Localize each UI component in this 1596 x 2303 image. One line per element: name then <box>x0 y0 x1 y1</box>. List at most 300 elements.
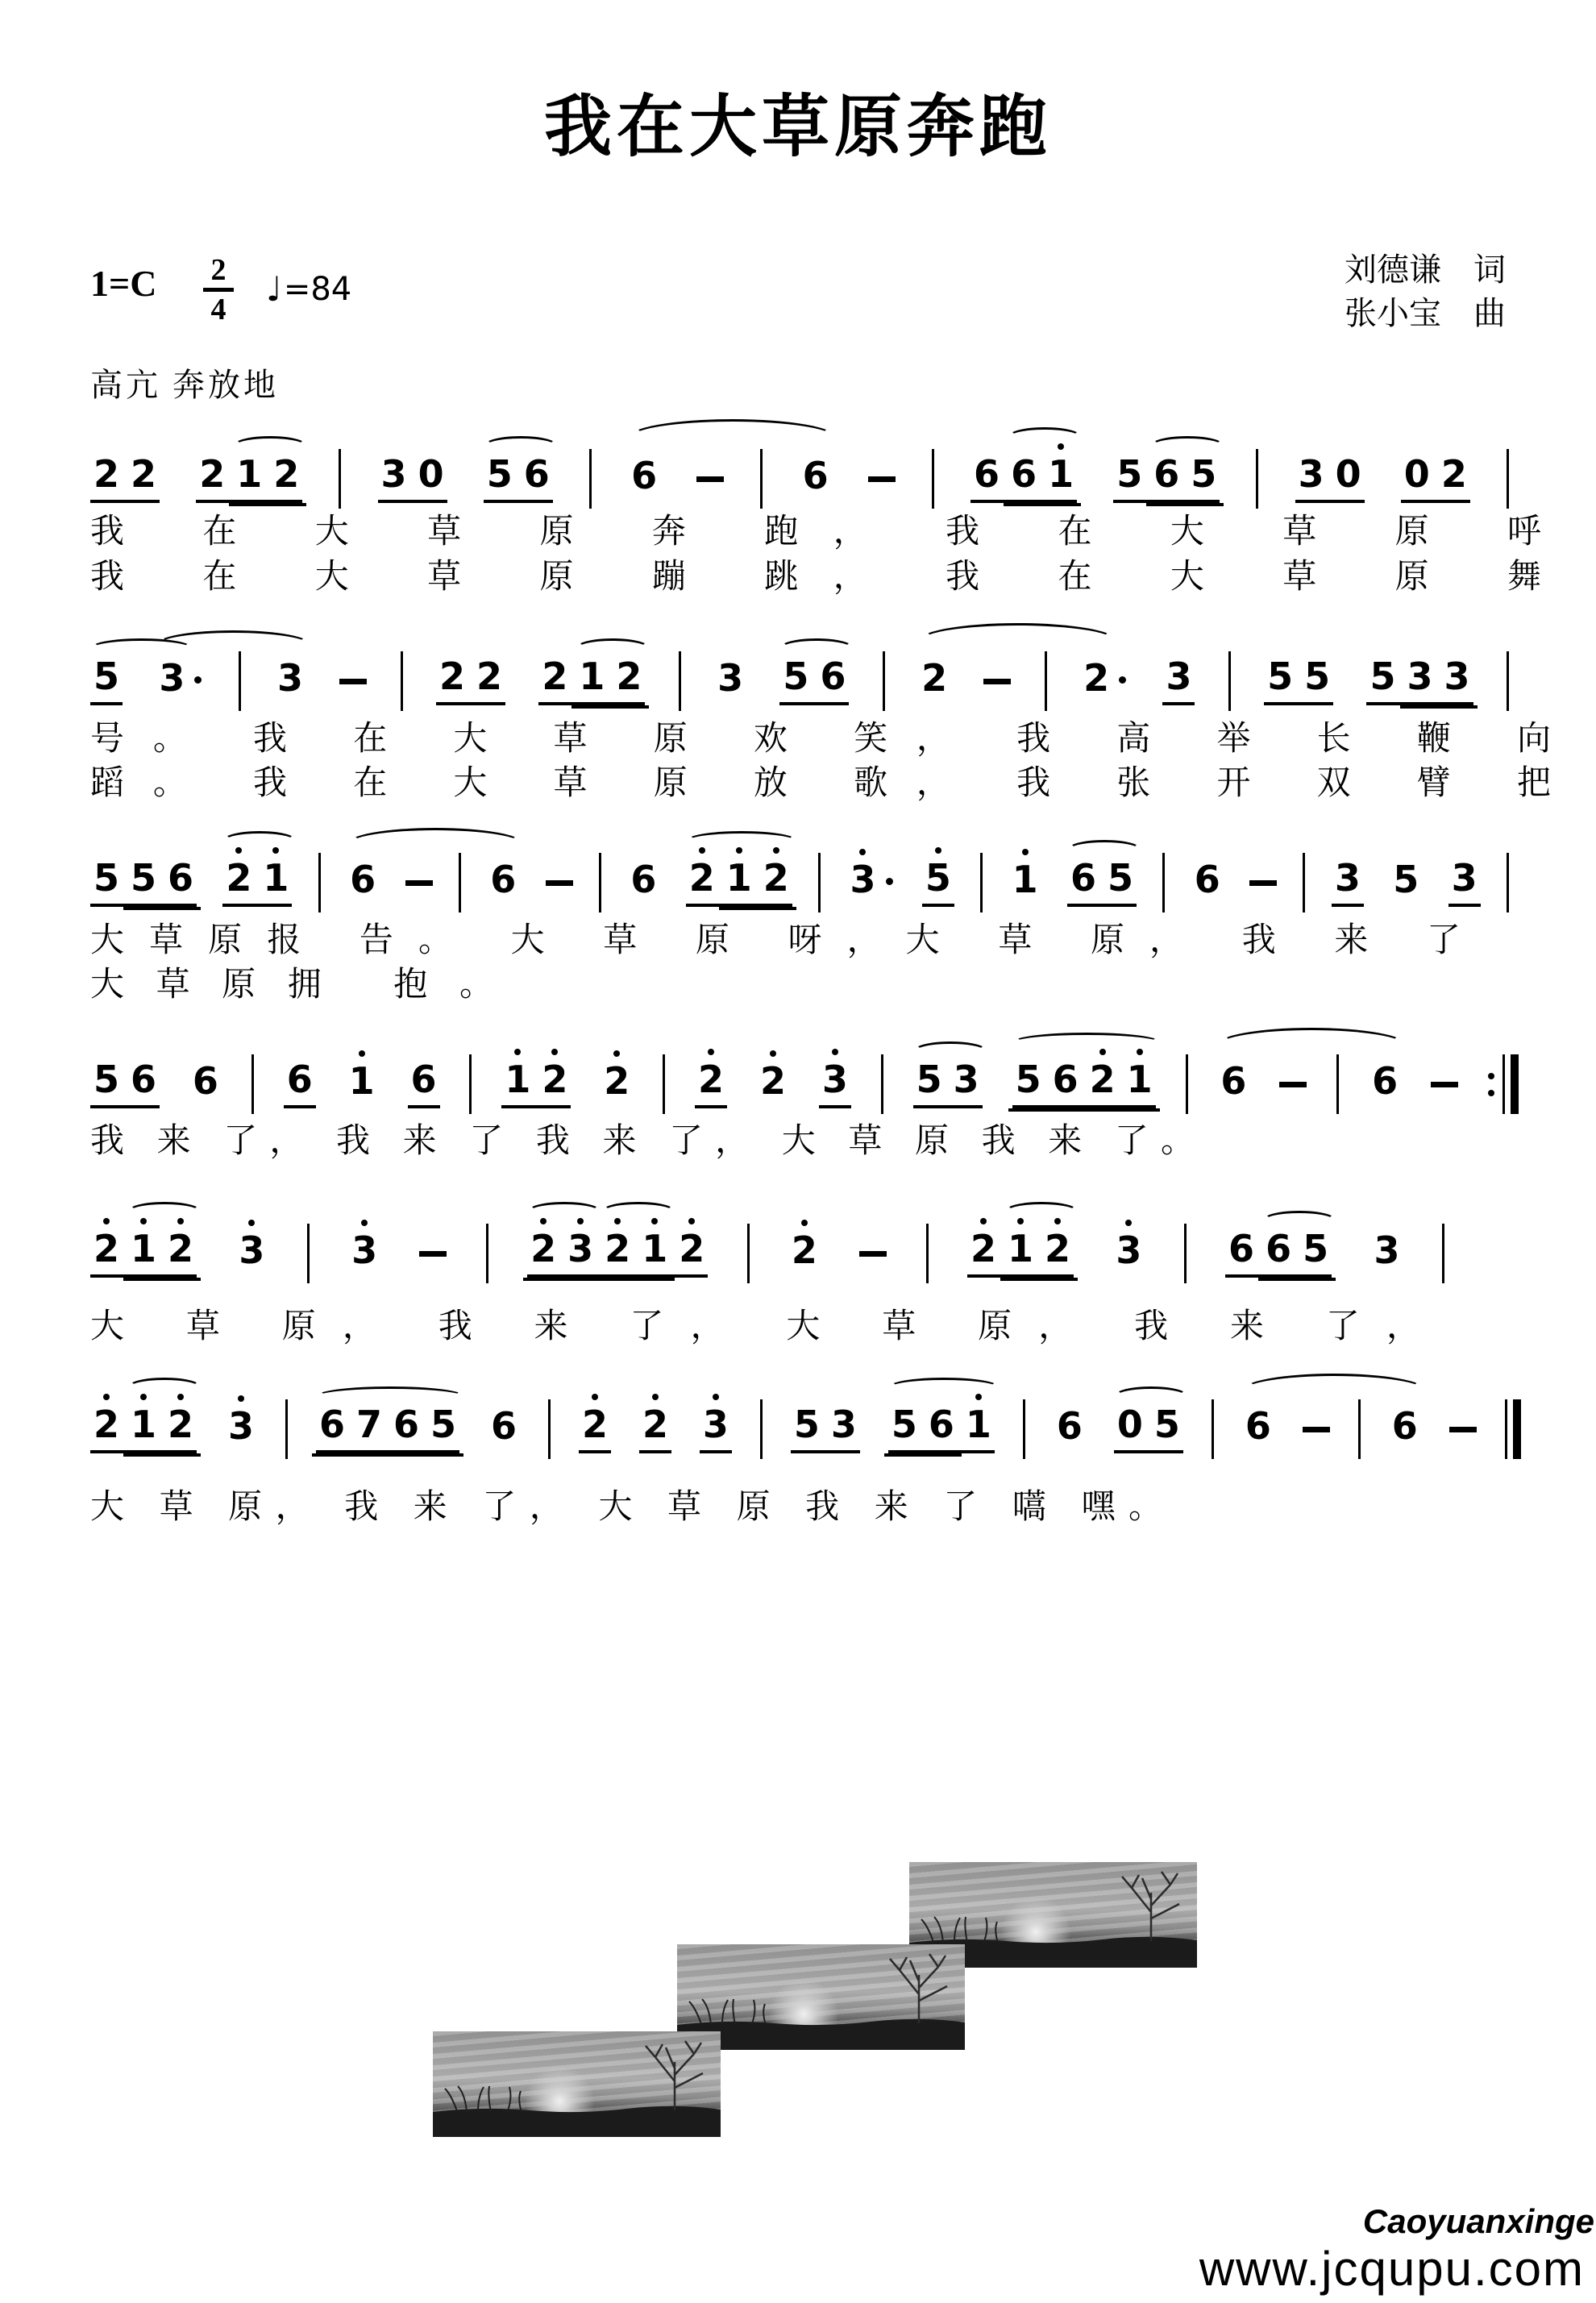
slur-arc <box>1012 1033 1161 1052</box>
lyrics-row-3: 号。 我 在 大 草 原 欢 笑， 我 高 举 长 鞭 向 <box>90 721 1551 758</box>
lyrics-row-2: 我 在 大 草 原 蹦 跳， 我 在 大 草 原 舞 <box>90 559 1541 596</box>
barline <box>881 1054 883 1114</box>
note: 2 <box>94 451 120 496</box>
note: 6 <box>1052 1057 1079 1101</box>
barline <box>307 1224 310 1283</box>
note: 6 <box>1372 1058 1399 1103</box>
barline <box>883 651 885 711</box>
duration-dash <box>868 476 896 482</box>
note: 2 <box>791 1228 817 1272</box>
note: 5 <box>925 855 951 900</box>
note-group <box>1264 654 1333 705</box>
note: 5 <box>1153 1402 1180 1446</box>
song-title: 我在大草原奔跑 <box>543 90 1052 165</box>
time-signature <box>203 255 234 325</box>
tie-arc <box>628 419 837 456</box>
note-group <box>686 855 792 907</box>
slur-arc <box>1004 1202 1079 1221</box>
note-group <box>1448 855 1481 907</box>
barline <box>251 1054 254 1114</box>
slur-arc <box>127 1378 202 1397</box>
composer-credit: 张小宝 曲 <box>1345 295 1506 331</box>
note-group <box>348 1228 380 1276</box>
slur-arc <box>1114 1386 1188 1406</box>
slur-arc <box>127 1202 202 1221</box>
note-group <box>346 1058 378 1107</box>
note-group <box>601 1058 633 1107</box>
note: 3 <box>821 1057 848 1101</box>
note: 6 <box>350 857 376 901</box>
note: 6 <box>491 1403 517 1448</box>
barline <box>1228 651 1231 711</box>
music-system-1 <box>90 440 1509 518</box>
tie-arc <box>918 623 1117 659</box>
note: 6 <box>1391 1403 1418 1448</box>
note: 3 <box>1166 654 1192 698</box>
note-group <box>225 1403 257 1452</box>
barline <box>1507 651 1509 711</box>
barline <box>1184 1224 1187 1283</box>
note-group <box>1225 1226 1332 1278</box>
note: 5 <box>94 1057 120 1101</box>
slur-arc <box>1150 436 1224 455</box>
note: 3 <box>239 1228 265 1272</box>
note: 1 <box>965 1402 991 1446</box>
tempo-value: =84 <box>283 270 352 308</box>
note: 1 <box>131 1402 157 1446</box>
barline <box>1358 1399 1361 1459</box>
barline <box>1162 853 1165 912</box>
lyrics-row-4: 蹈。 我 在 大 草 原 放 歌， 我 张 开 双 臂 把 <box>90 765 1551 802</box>
note-group <box>779 654 849 705</box>
note: 0 <box>1335 451 1361 496</box>
note: 1 <box>131 1226 157 1270</box>
note: 7 <box>355 1402 382 1446</box>
note: 1 <box>263 855 289 900</box>
barline <box>1212 1399 1214 1459</box>
lyrics-row-5: 大草原报 告。 大 草 原 呀，大 草 原， 我 来 了 <box>90 922 1461 959</box>
duration-dash <box>696 476 724 482</box>
note: 5 <box>1304 654 1331 698</box>
note: 1 <box>642 1226 668 1270</box>
note-group <box>695 1057 727 1108</box>
note-group <box>1332 855 1364 907</box>
note: 2 <box>605 1226 631 1270</box>
barline <box>1303 853 1305 912</box>
watermark-site: www.jcqupu.com <box>1199 2242 1585 2296</box>
note-group <box>922 855 954 907</box>
note-group <box>1080 655 1129 704</box>
note-group <box>1009 857 1041 905</box>
augmentation-dot <box>1119 676 1126 684</box>
note-group <box>1370 1228 1403 1276</box>
lyrics-row-8: 大 草 原， 我 来 了， 大 草 原， 我 来 了， <box>90 1308 1420 1345</box>
note: 3 <box>1298 451 1324 496</box>
note: 5 <box>1267 654 1294 698</box>
barline <box>318 853 321 912</box>
slur-arc <box>527 1202 601 1221</box>
note-group <box>1390 857 1422 905</box>
note-group <box>1191 857 1224 905</box>
note: 5 <box>1191 451 1217 496</box>
note-group <box>527 1226 708 1278</box>
slur-arc <box>913 1041 987 1061</box>
note-group <box>791 1402 860 1453</box>
note-group <box>639 1402 671 1453</box>
note: 3 <box>850 857 876 901</box>
note-group <box>487 857 519 905</box>
note: 6 <box>490 857 517 901</box>
note: 0 <box>418 451 444 496</box>
barline <box>459 853 461 912</box>
slur-arc <box>222 831 297 850</box>
note-group <box>222 855 292 907</box>
note-group <box>1242 1403 1274 1452</box>
note: 5 <box>430 1402 457 1446</box>
time-signature-bottom: 4 <box>210 293 227 326</box>
note: 1 <box>725 855 752 900</box>
note: 3 <box>351 1228 378 1272</box>
fraction-bar <box>203 288 234 292</box>
note: 2 <box>581 1402 608 1446</box>
note-group <box>274 655 306 704</box>
duration-dash <box>1303 1427 1330 1432</box>
final-barline <box>1505 1399 1521 1459</box>
note-group <box>1295 451 1365 503</box>
note: 6 <box>928 1402 954 1446</box>
barline <box>1507 449 1509 509</box>
note: 6 <box>974 451 1000 496</box>
duration-dash <box>405 880 433 886</box>
note-group <box>1113 451 1220 503</box>
barline <box>1186 1054 1188 1114</box>
note: 5 <box>793 1402 820 1446</box>
music-system-6 <box>90 1391 1521 1468</box>
duration-dash <box>983 679 1011 684</box>
note: 2 <box>688 855 715 900</box>
barline <box>285 1399 288 1459</box>
note-group <box>1054 1403 1086 1452</box>
note-group <box>1067 855 1137 907</box>
note: 2 <box>168 1226 194 1270</box>
note-group <box>90 1057 160 1108</box>
note: 3 <box>830 1402 857 1446</box>
note: 5 <box>1369 654 1396 698</box>
note-group <box>1112 1228 1145 1276</box>
note-group <box>788 1228 821 1276</box>
note: 6 <box>1153 451 1180 496</box>
note: 6 <box>1011 451 1037 496</box>
barline <box>1442 1224 1444 1283</box>
tie-arc <box>1217 1028 1406 1062</box>
slur-arc <box>779 638 854 658</box>
note: 2 <box>226 855 252 900</box>
note: 3 <box>717 655 744 700</box>
note: 1 <box>1048 451 1074 496</box>
expression-marking: 高亢 奔放地 <box>90 367 279 403</box>
note: 1 <box>579 654 605 698</box>
note-group <box>90 654 123 705</box>
key-signature: 1=C <box>90 263 157 304</box>
note-group <box>90 1226 197 1278</box>
barline <box>589 449 592 509</box>
note: 2 <box>94 1402 120 1446</box>
note-group <box>970 451 1077 503</box>
note: 2 <box>763 855 789 900</box>
tie-arc <box>1242 1374 1426 1407</box>
note: 2 <box>1440 451 1467 496</box>
note-group <box>408 1057 440 1108</box>
note: 2 <box>1083 655 1110 700</box>
note-group <box>846 857 896 905</box>
note-group <box>436 654 505 705</box>
note: 2 <box>199 451 226 496</box>
barline <box>932 449 934 509</box>
note-group <box>628 453 660 501</box>
note-group <box>967 1226 1074 1278</box>
note-group <box>819 1057 851 1108</box>
barline <box>1256 449 1258 509</box>
note: 3 <box>1116 1228 1142 1272</box>
slur-arc <box>686 831 797 850</box>
lyrics-row-9: 大 草 原， 我 来 了， 大 草 原 我 来 了 嚆 嘿。 <box>90 1489 1162 1526</box>
note: 6 <box>1194 857 1220 901</box>
music-system-5 <box>90 1215 1444 1292</box>
note: 2 <box>168 1402 194 1446</box>
note-group <box>1369 1058 1401 1107</box>
barline <box>1336 1054 1339 1114</box>
music-system-4 <box>90 1045 1519 1123</box>
duration-dash <box>339 679 367 684</box>
note: 2 <box>616 654 642 698</box>
note-group <box>156 655 205 704</box>
note: 2 <box>94 1226 120 1270</box>
barline <box>401 651 403 711</box>
note-group <box>1389 1403 1421 1452</box>
note-group <box>579 1402 611 1453</box>
note-group <box>1162 654 1195 705</box>
note-group <box>196 451 302 503</box>
duration-dash <box>1431 1082 1458 1087</box>
note: 3 <box>1374 1228 1400 1272</box>
tempo-marking <box>266 269 351 309</box>
credits <box>1345 248 1506 335</box>
duration-dash <box>1249 880 1277 886</box>
note: 2 <box>476 654 503 698</box>
barline <box>599 853 601 912</box>
note: 1 <box>236 451 263 496</box>
note: 5 <box>891 1402 917 1446</box>
note: 6 <box>1070 855 1096 900</box>
note: 2 <box>542 1057 568 1101</box>
barline <box>926 1224 929 1283</box>
note-group <box>700 1402 732 1453</box>
note-group <box>800 453 832 501</box>
grassland-photo-3 <box>433 2031 721 2137</box>
note: 6 <box>820 654 846 698</box>
slur-arc <box>1262 1211 1336 1230</box>
time-signature-top: 2 <box>210 253 227 287</box>
note: 2 <box>698 1057 725 1101</box>
note: 6 <box>523 451 550 496</box>
note: 6 <box>286 1057 313 1101</box>
barline <box>747 1224 750 1283</box>
note: 1 <box>1012 857 1038 901</box>
note: 1 <box>1007 1226 1033 1270</box>
note: 1 <box>1126 1057 1153 1101</box>
tie-arc <box>156 630 311 659</box>
note: 2 <box>642 1402 668 1446</box>
lyricist-credit: 刘德谦 词 <box>1345 252 1506 288</box>
slur-arc <box>1067 840 1141 859</box>
note: 3 <box>1451 855 1478 900</box>
duration-dash <box>546 880 573 886</box>
note: 6 <box>318 1402 345 1446</box>
slur-arc <box>888 1378 1000 1397</box>
note: 6 <box>1228 1226 1255 1270</box>
note: 6 <box>1220 1058 1247 1103</box>
augmentation-dot <box>886 878 893 885</box>
note: 2 <box>131 451 157 496</box>
slur-arc <box>316 1386 464 1406</box>
barline <box>548 1399 551 1459</box>
note: 6 <box>192 1058 218 1103</box>
note: 6 <box>393 1402 420 1446</box>
note: 1 <box>348 1058 375 1103</box>
note: 2 <box>921 655 948 700</box>
note-group <box>484 451 553 503</box>
note: 5 <box>1107 855 1133 900</box>
note: 6 <box>1245 1403 1271 1448</box>
note: 6 <box>131 1057 157 1101</box>
note-group <box>888 1402 995 1453</box>
note: 5 <box>94 855 120 900</box>
music-system-3 <box>90 844 1509 921</box>
note-group <box>90 451 160 503</box>
note-group <box>1401 451 1470 503</box>
note-group <box>347 857 379 905</box>
note: 5 <box>131 855 157 900</box>
barline <box>1507 853 1509 912</box>
note: 2 <box>679 1226 705 1270</box>
barline <box>239 651 241 711</box>
music-system-2 <box>90 642 1509 720</box>
note: 2 <box>273 451 300 496</box>
note-group <box>538 654 645 705</box>
note: 3 <box>277 655 304 700</box>
note: 5 <box>486 451 513 496</box>
note: 1 <box>505 1057 531 1101</box>
note: 3 <box>1407 654 1433 698</box>
note-group <box>501 1057 571 1108</box>
note: 5 <box>94 654 120 698</box>
note: 5 <box>1116 451 1143 496</box>
barline <box>339 449 341 509</box>
note: 5 <box>783 654 809 698</box>
note-group <box>627 857 659 905</box>
note: 5 <box>916 1057 942 1101</box>
slur-arc <box>233 436 307 455</box>
barline <box>760 1399 763 1459</box>
note-group <box>235 1228 268 1276</box>
barline <box>760 449 763 509</box>
repeat-barline <box>1488 1054 1519 1114</box>
note-group <box>488 1403 520 1452</box>
note: 3 <box>380 451 407 496</box>
note: 6 <box>802 453 829 497</box>
note-group <box>189 1058 222 1107</box>
slur-arc <box>601 1202 675 1221</box>
note: 6 <box>631 453 658 497</box>
note: 2 <box>604 1058 630 1103</box>
note: 2 <box>542 654 568 698</box>
watermark-artist: Caoyuanxinge <box>1362 2202 1594 2240</box>
duration-dash <box>1449 1427 1477 1432</box>
note: 2 <box>759 1058 786 1103</box>
note-group <box>284 1057 316 1108</box>
note: 6 <box>1266 1226 1292 1270</box>
note: 3 <box>567 1226 594 1270</box>
slur-arc <box>484 436 558 455</box>
duration-dash <box>1279 1082 1307 1087</box>
barline <box>663 1054 665 1114</box>
note: 5 <box>1015 1057 1041 1101</box>
note: 5 <box>1393 857 1419 901</box>
note-group <box>1366 654 1473 705</box>
slur-arc <box>1008 427 1082 447</box>
note: 3 <box>953 1057 979 1101</box>
note-group <box>1114 1402 1183 1453</box>
note: 2 <box>530 1226 557 1270</box>
duration-dash <box>419 1251 447 1257</box>
note-group <box>90 855 197 907</box>
lyrics-row-7: 我 来 了， 我 来 了 我 来 了， 大 草 原 我 来 了。 <box>90 1123 1195 1160</box>
tie-arc <box>347 828 524 860</box>
barline <box>1023 1399 1025 1459</box>
note: 2 <box>439 654 466 698</box>
landscape-art <box>433 2031 721 2137</box>
note: 6 <box>168 855 194 900</box>
note: 0 <box>1403 451 1430 496</box>
note: 3 <box>1334 855 1361 900</box>
note-group <box>90 1402 197 1453</box>
note-group <box>918 655 950 704</box>
note: 3 <box>702 1402 729 1446</box>
quarter-note-icon: ♩ <box>266 269 282 309</box>
barline <box>469 1054 472 1114</box>
slur-arc <box>576 638 650 658</box>
note: 6 <box>410 1057 437 1101</box>
barline <box>1045 651 1047 711</box>
note-group <box>913 1057 983 1108</box>
note-group <box>714 655 746 704</box>
barline <box>980 853 983 912</box>
note-group <box>1217 1058 1249 1107</box>
note: 3 <box>1444 654 1470 698</box>
note: 6 <box>630 857 657 901</box>
note: 5 <box>1303 1226 1329 1270</box>
duration-dash <box>859 1251 887 1257</box>
lyrics-row-6: 大草原拥 抱。 <box>90 967 493 1004</box>
barline <box>818 853 821 912</box>
barline <box>486 1224 488 1283</box>
note-group <box>1012 1057 1156 1108</box>
note: 3 <box>228 1403 255 1448</box>
note: 2 <box>1089 1057 1116 1101</box>
lyrics-row-1: 我 在 大 草 原 奔 跑， 我 在 大 草 原 呼 <box>90 513 1541 551</box>
note-group <box>316 1402 459 1453</box>
barline <box>679 651 681 711</box>
